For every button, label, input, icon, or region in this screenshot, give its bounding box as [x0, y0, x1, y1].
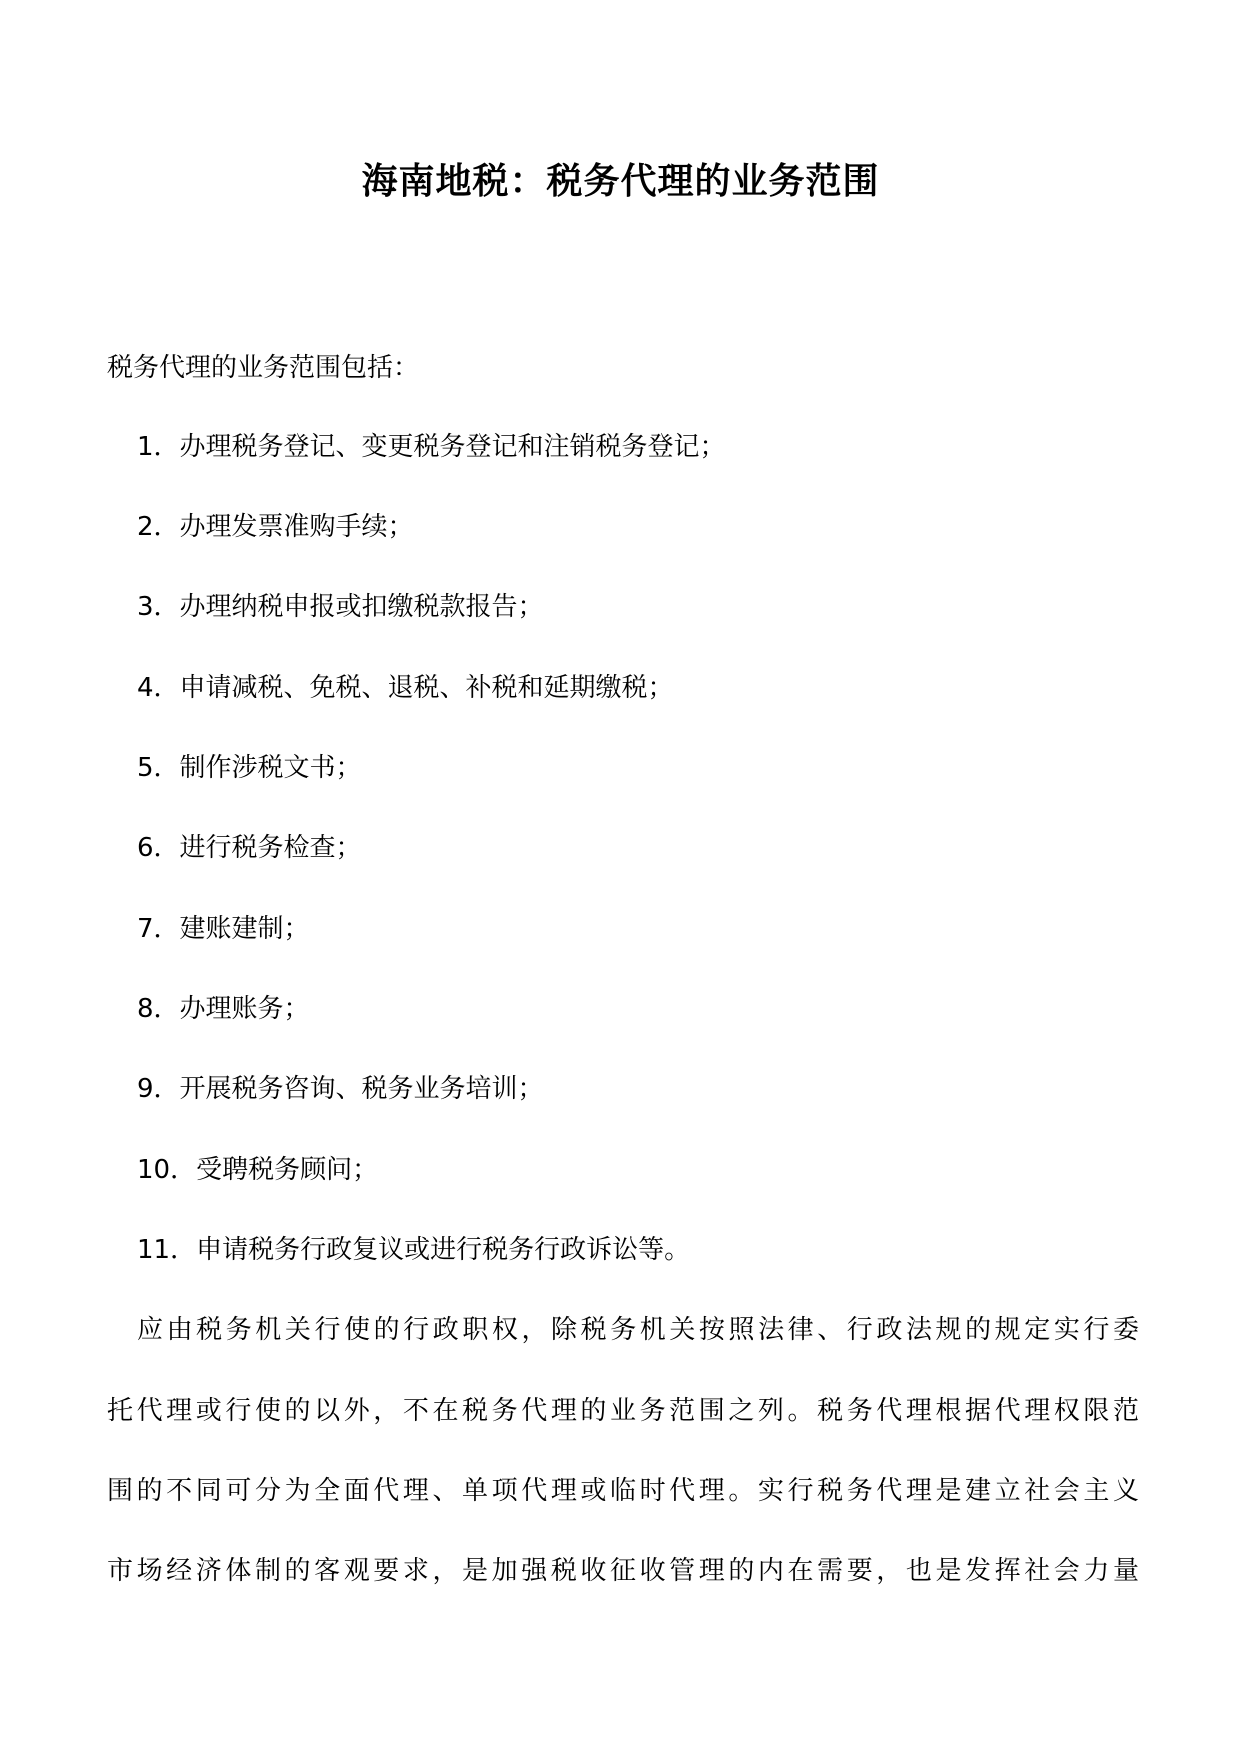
list-item — [137, 670, 674, 706]
list-item-number: 6． — [137, 833, 180, 863]
list-item-text: 办理账务； — [179, 994, 310, 1024]
list-item-text: 申请减税、免税、退税、补税和延期缴税； — [179, 673, 674, 703]
paragraph-line: 围的不同可分为全面代理、单项代理或临时代理。实行税务代理是建立社会主义 — [107, 1476, 1139, 1506]
list-item-number: 9． — [137, 1074, 180, 1104]
list-item-text: 申请税务行政复议或进行税务行政诉讼等。 — [196, 1235, 691, 1265]
list-item-text: 制作涉税文书； — [179, 753, 362, 783]
list-item-number: 1． — [137, 432, 180, 462]
list-item — [137, 1232, 690, 1268]
paragraph-line: 市场经济体制的客观要求，是加强税收征收管理的内在需要，也是发挥社会力量 — [107, 1556, 1139, 1586]
list-item-text: 办理发票准购手续； — [179, 512, 414, 542]
list-item — [137, 750, 362, 786]
list-item-text: 建账建制； — [179, 914, 310, 944]
intro-text: 税务代理的业务范围包括： — [107, 353, 420, 383]
list-item — [137, 991, 310, 1027]
list-item-text: 办理税务登记、变更税务登记和注销税务登记； — [179, 432, 726, 462]
list-item — [137, 830, 362, 866]
list-item — [137, 589, 544, 625]
list-item — [137, 1152, 378, 1188]
list-item — [137, 429, 726, 465]
list-item — [137, 509, 414, 545]
list-item-number: 2． — [137, 512, 180, 542]
list-item-text: 进行税务检查； — [179, 833, 362, 863]
paragraph-line: 应由税务机关行使的行政职权，除税务机关按照法律、行政法规的规定实行委 — [137, 1315, 1139, 1345]
document-title: 海南地税：税务代理的业务范围 — [361, 160, 880, 202]
list-item — [137, 1071, 544, 1107]
list-item-number: 8． — [137, 994, 180, 1024]
list-item-number: 7． — [137, 914, 180, 944]
list-item-number: 4． — [137, 673, 180, 703]
list-item-text: 受聘税务顾问； — [196, 1155, 379, 1185]
list-item — [137, 911, 310, 947]
list-item-number: 11． — [137, 1235, 197, 1265]
list-item-number: 5． — [137, 753, 180, 783]
paragraph-line: 托代理或行使的以外，不在税务代理的业务范围之列。税务代理根据代理权限范 — [107, 1396, 1139, 1426]
list-item-number: 10． — [137, 1155, 197, 1185]
list-item-number: 3． — [137, 592, 180, 622]
list-item-text: 开展税务咨询、税务业务培训； — [179, 1074, 544, 1104]
list-item-text: 办理纳税申报或扣缴税款报告； — [179, 592, 544, 622]
